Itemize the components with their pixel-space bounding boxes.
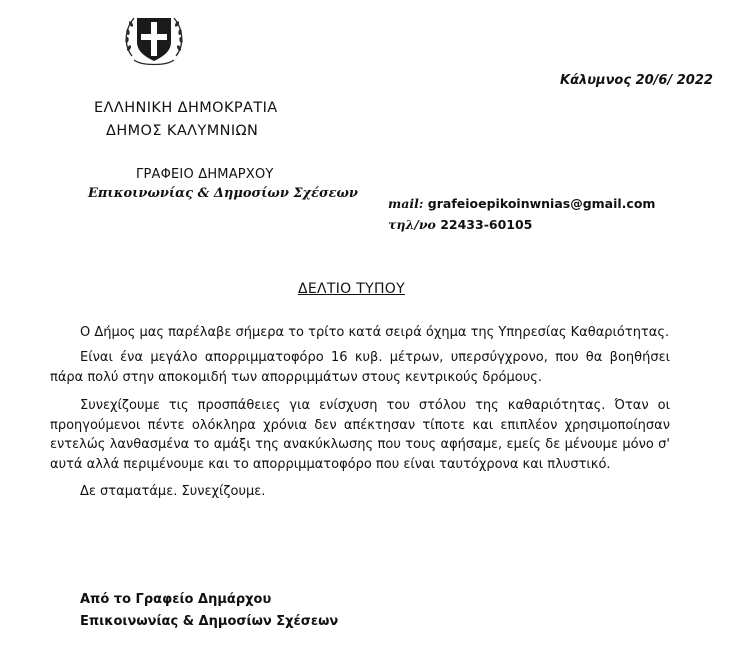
phone-label: τηλ/νο (388, 217, 436, 232)
contact-email (388, 196, 655, 211)
greek-coat-of-arms-icon (122, 8, 186, 70)
phone-value: 22433-60105 (440, 217, 533, 232)
office-subheading: Επικοινωνίας & Δημοσίων Σχέσεων (88, 186, 358, 201)
email-label: mail: (388, 196, 424, 211)
email-value[interactable]: grafeioepikoinwnias@gmail.com (427, 196, 656, 211)
municipality-heading: ΔΗΜΟΣ ΚΑΛΥΜΝΙΩΝ (106, 123, 259, 139)
press-release-title: ΔΕΛΤΙΟ ΤΥΠΟΥ (298, 281, 405, 297)
document-date: Κάλυμνος 20/6/ 2022 (560, 73, 713, 88)
republic-heading: ΕΛΛΗΝΙΚΗ ΔΗΜΟΚΡΑΤΙΑ (94, 100, 278, 116)
paragraph: Δε σταματάμε. Συνεχίζουμε. (80, 484, 266, 499)
office-heading: ΓΡΑΦΕΙΟ ΔΗΜΑΡΧΟΥ (136, 167, 274, 182)
paragraph: Είναι ένα μεγάλο απορριμματοφόρο 16 κυβ. μέτρων, υπερσύγχρονο, που θα βοηθήσει πάρα πολύ στην αποκομιδή των απορριμμάτων στους κεντρικούς δρόμους. (50, 350, 670, 385)
paragraph: Συνεχίζουμε τις προσπάθειες για ενίσχυση του στόλου της καθαριότητας. Όταν οι προηγούμενοι πέντε ολόκληρα χρόνια δεν απέκτησαν τίποτε και επιπλέον χρησιμοποίησαν εντελώς λανθασμένα το αμάξι της ανακύκλωσης που τους αφήσαμε, εμείς δε μένουμε μόνο σ' αυτά αλλά περιμένουμε και το απορριμματοφόρο που είναι ταυτόχρονα και πλυστικό. (50, 398, 670, 472)
signature-line-1: Από το Γραφείο Δημάρχου (80, 592, 272, 607)
paragraph: Ο Δήμος μας παρέλαβε σήμερα το τρίτο κατά σειρά όχημα της Υπηρεσίας Καθαριότητας. (80, 325, 670, 340)
contact-phone (388, 217, 532, 232)
signature-line-2: Επικοινωνίας & Δημοσίων Σχέσεων (80, 614, 339, 629)
